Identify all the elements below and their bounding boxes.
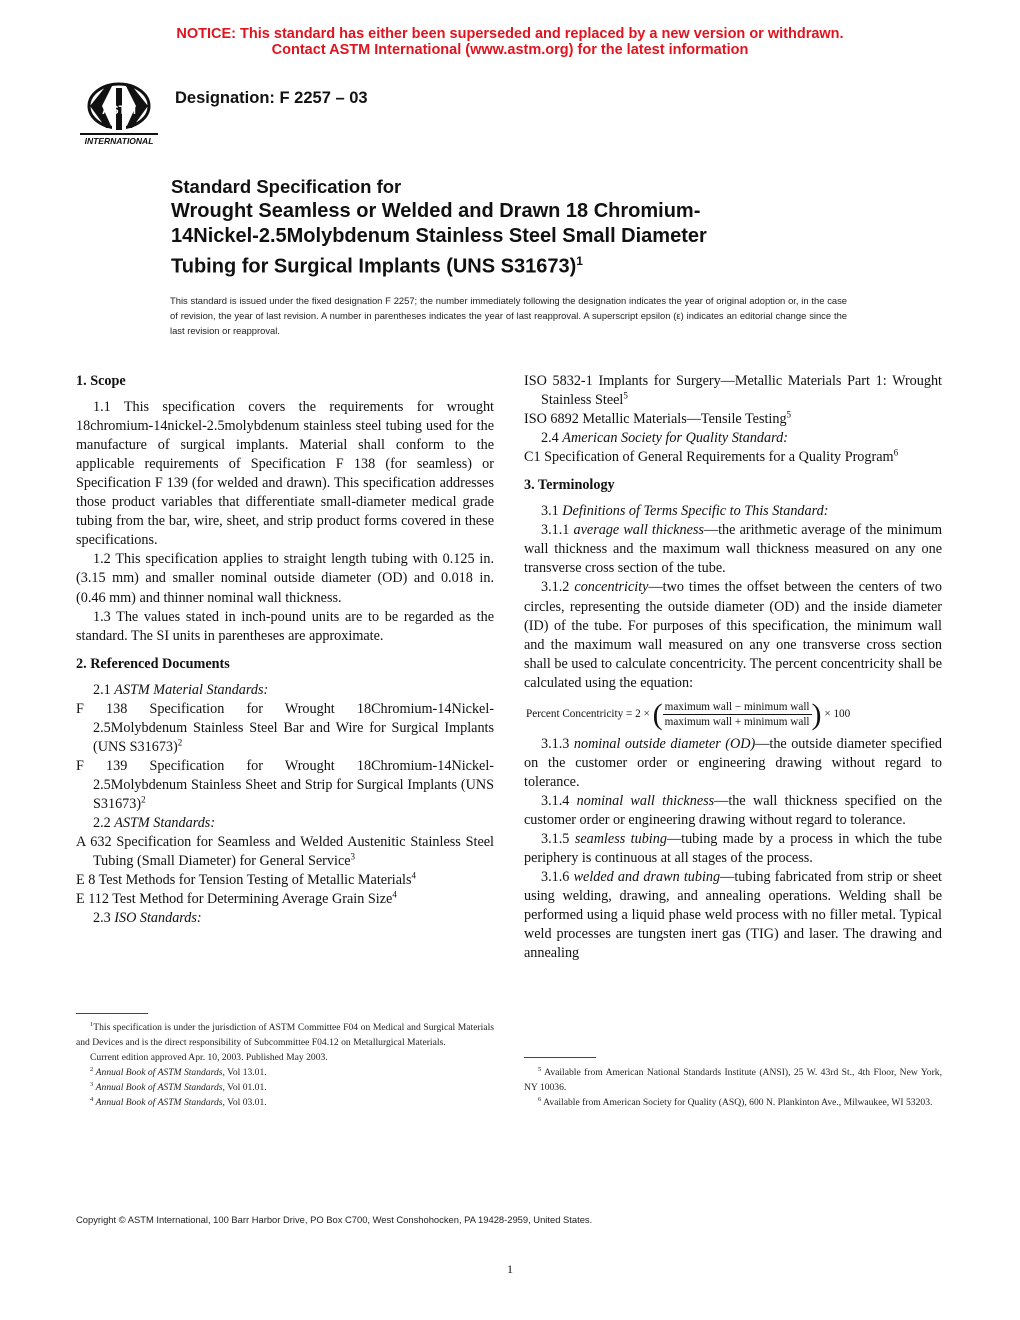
para-2-3-label: ISO Standards: [114,910,202,927]
equation-rhs: × 100 [824,707,851,720]
def-3-1-5-num: 3.1.5 [541,830,575,847]
footnote-6-mark: 6 [538,1095,542,1103]
ref-f139 [76,757,494,814]
copyright-line: Copyright © ASTM International, 100 Barr Harbor Drive, PO Box C700, West Conshohocken, PA 19428-2959, United States. [76,1214,593,1225]
section-2-heading: 2. Referenced Documents [76,655,230,672]
section-3-heading: 3. Terminology [524,477,615,494]
ref-e8-sup: 4 [411,870,416,881]
ref-iso5832-sup: 5 [623,390,628,401]
footnote-2 [76,1065,494,1080]
footnote-4-title: Annual Book of ASTM Standards [95,1097,223,1108]
standard-issuance-note: This standard is issued under the fixed designation F 2257; the number immediately following the designation indicates the year of original adoption or, in the case of revision, the year of last revision. A number in parentheses indicates the year of last reapproval. A superscript epsilon (ε) indicates an editorial change since the last revision or reapproval. [170,295,847,336]
ref-f138-text: F 138 Specification for Wrought 18Chromium-14Nickel-2.5Molybdenum Stainless Steel Bar and Wire for Surgical Implants (UNS S31673) [76,700,494,755]
equation-close-paren: ) [811,697,822,731]
title-footnote-mark: 1 [576,254,583,268]
right-footnote-rule [524,1057,596,1058]
footnote-6-text: Available from American Society for Quality (ASQ), 600 N. Plankinton Ave., Milwaukee, WI 53203. [543,1097,933,1108]
para-1-2: 1.2 This specification applies to straight length tubing with 0.125 in. (3.15 mm) and smaller nominal outside diameter (OD) and 0.018 in. (0.46 mm) and thinner nominal wall thickness. [76,551,494,606]
para-2-1-num: 2.1 [93,681,115,698]
def-3-1-1-text: —the arithmetic average of the minimum wall thickness and the maximum wall thickness measured on any one transverse cross section of the tube. [524,522,943,577]
para-1-1: 1.1 This specification covers the requirements for wrought 18chromium-14nickel-2.5molybdenum stainless steel tubing used for the manufacture of surgical implants. Material shall conform to the applicable requirements of Specification F 138 (for seamless) or Specification F 139 (for welded and drawn). This specification addresses those product variables that differentiate small-diameter medical grade tubing from the bar, wire, sheet, and strip product forms covered in these specifications. [76,399,494,549]
equation-numerator: maximum wall − minimum wall [664,700,810,713]
ref-c1-text: C1 Specification of General Requirements for a Quality Program [524,449,894,466]
ref-iso5832-text: ISO 5832-1 Implants for Surgery—Metallic Materials Part 1: Wrought Stainless Steel [524,373,942,409]
equation-denominator: maximum wall + minimum wall [664,715,810,728]
ref-f138-sup: 2 [177,737,183,748]
ref-iso6892-text: ISO 6892 Metallic Materials—Tensile Testing [524,411,787,428]
footnote-3 [76,1080,494,1095]
para-3-1-label: Definitions of Terms Specific to This Standard: [562,503,829,520]
document-title [171,175,871,280]
ref-a632-text: A 632 Specification for Seamless and Welded Austenitic Stainless Steel Tubing (Small Diameter) for General Service [76,834,494,870]
ref-c1 [524,448,942,467]
right-column [524,372,942,963]
ref-e112-sup: 4 [392,889,397,900]
def-3-1-2 [524,578,942,692]
footnote-4-vol: , Vol 03.01. [222,1097,267,1108]
para-3-1 [524,502,942,521]
page-number: 1 [507,1262,513,1276]
para-2-1 [76,681,494,700]
ref-e8-text: E 8 Test Methods for Tension Testing of Metallic Materials [76,872,412,889]
para-3-1-num: 3.1 [541,503,563,520]
title-line-4-text: Tubing for Surgical Implants (UNS S31673) [171,255,577,278]
footnote-5 [524,1065,942,1095]
equation-fraction [663,700,812,729]
ref-a632-sup: 3 [350,851,356,862]
title-line-4 [171,249,871,280]
ref-iso5832 [524,372,942,410]
footnote-1-text: This specification is under the jurisdiction of ASTM Committee F04 on Medical and Surgical Materials and Devices and is the direct responsibility of Subcommittee F04.12 on Metallurgical Materials. [76,1022,494,1048]
def-3-1-6-term: welded and drawn tubing [573,869,721,886]
footnote-4-mark: 4 [90,1095,94,1103]
def-3-1-1 [524,521,942,578]
notice-line-1: NOTICE: This standard has either been superseded and replaced by a new version or withdrawn. [176,26,844,42]
notice-line-2: Contact ASTM International (www.astm.org) for the latest information [271,42,749,58]
para-1-3: 1.3 The values stated in inch-pound units are to be regarded as the standard. The SI units in parentheses are approximate. [76,608,494,644]
def-3-1-5 [524,830,942,868]
def-3-1-3-term: nominal outside diameter (OD) [573,735,756,752]
equation-lhs: Percent Concentricity = 2 × [526,707,650,720]
designation: Designation: F 2257 – 03 [175,89,368,107]
astm-logo [76,78,160,148]
footnote-3-title: Annual Book of ASTM Standards [95,1082,223,1093]
footnote-1 [76,1020,494,1050]
footnote-6 [524,1095,942,1110]
para-2-4-label: American Society for Quality Standard: [562,430,788,447]
title-line-3: 14Nickel-2.5Molybdenum Stainless Steel Small Diameter [171,225,707,247]
ref-e112 [76,890,494,909]
para-2-3 [76,909,494,928]
footnote-3-vol: , Vol 01.01. [222,1082,267,1093]
para-2-2 [76,814,494,833]
def-3-1-5-text: —tubing made by a process in which the tube periphery is continuous at all stages of the process. [524,830,943,867]
def-3-1-3 [524,735,942,792]
ref-c1-sup: 6 [893,447,899,458]
def-3-1-4-term: nominal wall thickness [576,792,715,809]
def-3-1-5-term: seamless tubing [574,830,667,847]
ref-a632 [76,833,494,871]
footnote-2-mark: 2 [90,1065,94,1073]
def-3-1-6-num: 3.1.6 [541,869,574,886]
def-3-1-4-num: 3.1.4 [541,792,577,809]
para-2-4 [524,429,942,448]
footnote-3-mark: 3 [90,1080,94,1088]
para-2-3-num: 2.3 [93,910,115,927]
ref-e8 [76,871,494,890]
title-line-1: Standard Specification for [171,176,402,197]
def-3-1-2-text: —two times the offset between the centers of two circles, representing the outside diameter (OD) and the inside diameter (ID) of the tube. For purposes of this specification, the minimum wall and the maximum wall measured on any one transverse cross section shall be used to calculate concentricity. The percent concentricity shall be calculated using the equation: [524,579,942,691]
para-2-1-label: ASTM Material Standards: [114,681,269,698]
ref-f139-sup: 2 [141,794,146,805]
def-3-1-1-term: average wall thickness [573,522,704,539]
section-1-heading: 1. Scope [76,373,126,389]
supersede-notice [0,26,1020,58]
def-3-1-1-num: 3.1.1 [541,522,574,539]
concentricity-equation [526,697,942,731]
ref-iso6892-sup: 5 [786,409,792,420]
footnote-1-approval: Current edition approved Apr. 10, 2003. Published May 2003. [90,1052,328,1063]
logo-letters: ASTM [102,103,136,117]
left-column [76,372,494,928]
ref-f138 [76,700,494,757]
def-3-1-3-text: —the outside diameter specified on the customer order or engineering drawing without regard to tolerance. [524,735,943,790]
def-3-1-3-num: 3.1.3 [541,735,574,752]
footnote-2-title: Annual Book of ASTM Standards [95,1067,223,1078]
def-3-1-4 [524,792,942,830]
right-footnotes [524,1065,942,1110]
astm-logo-emblem [80,84,158,146]
left-footnotes [76,1020,494,1110]
def-3-1-6 [524,868,942,963]
equation-open-paren: ( [652,697,663,731]
logo-international-text: INTERNATIONAL [84,136,154,146]
footnote-4 [76,1095,494,1110]
footnote-1-mark: 1 [90,1020,94,1028]
left-footnote-rule [76,1013,148,1014]
def-3-1-2-term: concentricity [574,579,649,596]
title-line-2: Wrought Seamless or Welded and Drawn 18 Chromium- [171,200,701,222]
ref-e112-text: E 112 Test Method for Determining Average Grain Size [76,891,393,908]
def-3-1-6-text: —tubing fabricated from strip or sheet using welding, drawing, and annealing operations. Welding shall be performed using a liquid phase weld process with no filler metal. Typical weld processes are tungsten inert gas (TIG) and laser. The drawing and annealing [524,869,942,962]
footnote-2-vol: , Vol 13.01. [222,1067,267,1078]
def-3-1-2-num: 3.1.2 [541,579,575,596]
ref-f139-text: F 139 Specification for Wrought 18Chromium-14Nickel-2.5Molybdenum Stainless Sheet and Strip for Surgical Implants (UNS S31673) [76,757,494,812]
footnote-5-mark: 5 [538,1065,542,1073]
footnote-5-text: Available from American National Standards Institute (ANSI), 25 W. 43rd St., 4th Floor, New York, NY 10036. [524,1067,942,1093]
para-2-2-label: ASTM Standards: [114,815,216,832]
ref-iso6892 [524,410,942,429]
para-2-2-num: 2.2 [93,815,115,832]
para-2-4-num: 2.4 [541,430,563,447]
def-3-1-4-text: —the wall thickness specified on the customer order or engineering drawing without regard to tolerance. [524,792,942,828]
